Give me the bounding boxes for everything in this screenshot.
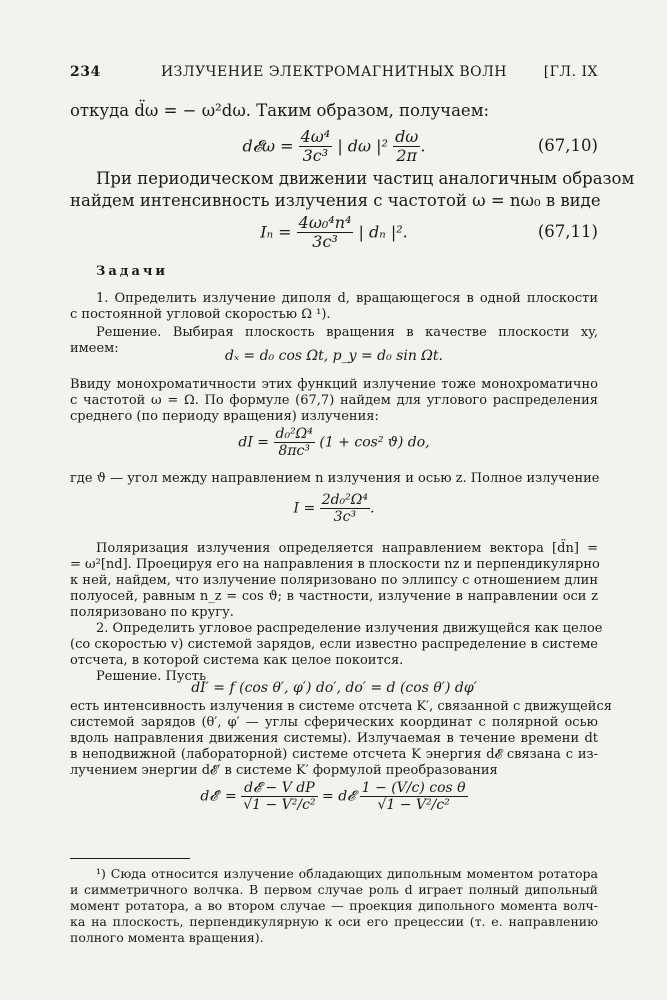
equation: dI′ = f (cos θ′, φ′) do′, do′ = d (cos θ′) dφ′ (191, 680, 477, 696)
radicand: 1 − V²/c² (386, 797, 450, 814)
text-line: в неподвижной (лабораторной) системе отсчета K энергия d𝓔 связана с из- (70, 747, 598, 762)
numerator: 4ω⁴ (300, 127, 331, 146)
equation-67-11 (70, 214, 598, 254)
equation-number: (67,10) (537, 136, 598, 155)
text-line: среднего (по периоду вращения) излучения: (70, 409, 379, 424)
numerator: 4ω₀⁴n⁴ (298, 213, 352, 232)
text-line: есть интенсивность излучения в системе отсчета K′, связанной с движущейся (70, 699, 612, 714)
text-line: лучением энергии d𝓔′ в системе K′ формулой преобразования (70, 763, 498, 778)
eq-tail: . (420, 136, 426, 156)
radicand: 1 − V²/c² (252, 797, 316, 814)
eq-tail: | dₙ |². (358, 222, 408, 242)
fraction (297, 214, 354, 252)
eq-mid: = d𝓔 (322, 788, 356, 805)
numerator: d𝓔 − V dP (241, 780, 317, 797)
numerator: 2d₀²Ω⁴ (321, 492, 369, 508)
eq-lhs: I = (293, 500, 316, 517)
text-line: с частотой ω = Ω. По формуле (67,7) найдем для углового распределения (70, 393, 598, 408)
text-line: с постоянной угловой скоростью Ω ¹). (70, 307, 331, 322)
footnote-line: полного момента вращения). (70, 930, 264, 945)
fraction (299, 128, 333, 166)
fraction (320, 492, 370, 525)
text-line: (со скоростью v) системой зарядов, если известно распределение в системе (70, 637, 598, 652)
equation-dI (70, 426, 598, 459)
eq-tail: . (370, 500, 375, 517)
text-line: где ϑ — угол между направлением n излучения и осью z. Полное излучение (70, 471, 600, 486)
eq-mid: | dω |² (337, 136, 388, 156)
text-line: Поляризация излучения определяется направлением вектора [d̈n] = (96, 541, 598, 556)
denominator: √1 − V²/c² (243, 797, 316, 814)
chapter-label: [ГЛ. IX (543, 64, 598, 80)
denominator: 3c³ (312, 232, 338, 252)
fraction (360, 780, 468, 813)
eq-lhs: dI = (238, 434, 270, 451)
text-line: Решение. Выбирая плоскость вращения в качестве плоскости xy, (96, 325, 598, 340)
eq-tail: (1 + cos² ϑ) do, (319, 434, 430, 451)
numerator: 1 − (V/c) cos θ (361, 780, 466, 796)
text-line: полуосей, равным n_z = cos ϑ; в частности, излучение в направлении оси z (70, 589, 598, 604)
denominator: 3c³ (302, 146, 329, 166)
text-line: 2. Определить угловое распределение излучения движущейся как целое (96, 621, 603, 636)
equation-I (70, 492, 598, 525)
denominator: 3c³ (333, 509, 357, 526)
text-line: При периодическом движении частиц аналогичным образом (96, 169, 635, 188)
numerator: dω (395, 127, 419, 146)
text-line: 1. Определить излучение диполя d, вращающегося в одной плоскости (96, 291, 598, 306)
numerator: d₀²Ω⁴ (275, 426, 313, 442)
text-line: найдем интенсивность излучения с частотой ω = nω₀ в виде (70, 191, 601, 210)
equation-transform (70, 780, 598, 813)
text-line: откуда d̈ω = − ω²dω. Таким образом, получаем: (70, 101, 490, 120)
text-line: Ввиду монохроматичности этих функций излучение тоже монохроматично (70, 377, 598, 392)
denominator: √1 − V²/c² (377, 797, 450, 814)
text-line: системой зарядов (θ′, φ′ — углы сферических координат с полярной осью (70, 715, 598, 730)
page-number: 234 (70, 64, 101, 80)
chapter-title: ИЗЛУЧЕНИЕ ЭЛЕКТРОМАГНИТНЫХ ВОЛН (160, 64, 508, 80)
footnote-line: момент ротатора, а во втором случае — проекция дипольного момента волч- (70, 898, 598, 913)
running-head (70, 64, 598, 86)
eq-lhs: d𝓔′ = (200, 788, 237, 805)
eq-lhs: d𝓔ω = (242, 136, 294, 156)
text-line: имеем: (70, 341, 119, 356)
equation: dₓ = d₀ cos Ωt, p_y = d₀ sin Ωt. (225, 348, 443, 364)
footnote-line: ка на плоскость, перпендикулярную к оси его прецессии (т. е. направлению (70, 914, 598, 929)
equation-number: (67,11) (537, 222, 598, 241)
text-line: отсчета, в которой система как целое покоится. (70, 653, 404, 668)
text-line: вдоль направления движения системы). Излучаемая в течение времени dt (70, 731, 598, 746)
footnote-line: ¹) Сюда относится излучение обладающих дипольным моментом ротатора (96, 866, 598, 881)
text-line: = ω²[nd]. Проецируя его на направления в плоскости nz и перпендикулярно (70, 557, 600, 572)
denominator: 2π (396, 146, 418, 166)
eq-lhs: Iₙ = (260, 222, 292, 242)
text-line: поляризовано по кругу. (70, 605, 234, 620)
fraction (393, 128, 420, 166)
denominator: 8πc³ (278, 443, 310, 460)
text-line: к ней, найдем, что излучение поляризовано по эллипсу с отношением длин (70, 573, 598, 588)
text-line: Решение. Пусть (96, 669, 207, 684)
footnote-line: и симметричного волчка. В первом случае роль d играет полный дипольный (70, 882, 598, 897)
equation-67-10 (70, 128, 598, 168)
fraction (241, 780, 317, 813)
footnote-divider (70, 858, 190, 859)
fraction (274, 426, 315, 459)
section-heading: Задачи (96, 264, 169, 279)
